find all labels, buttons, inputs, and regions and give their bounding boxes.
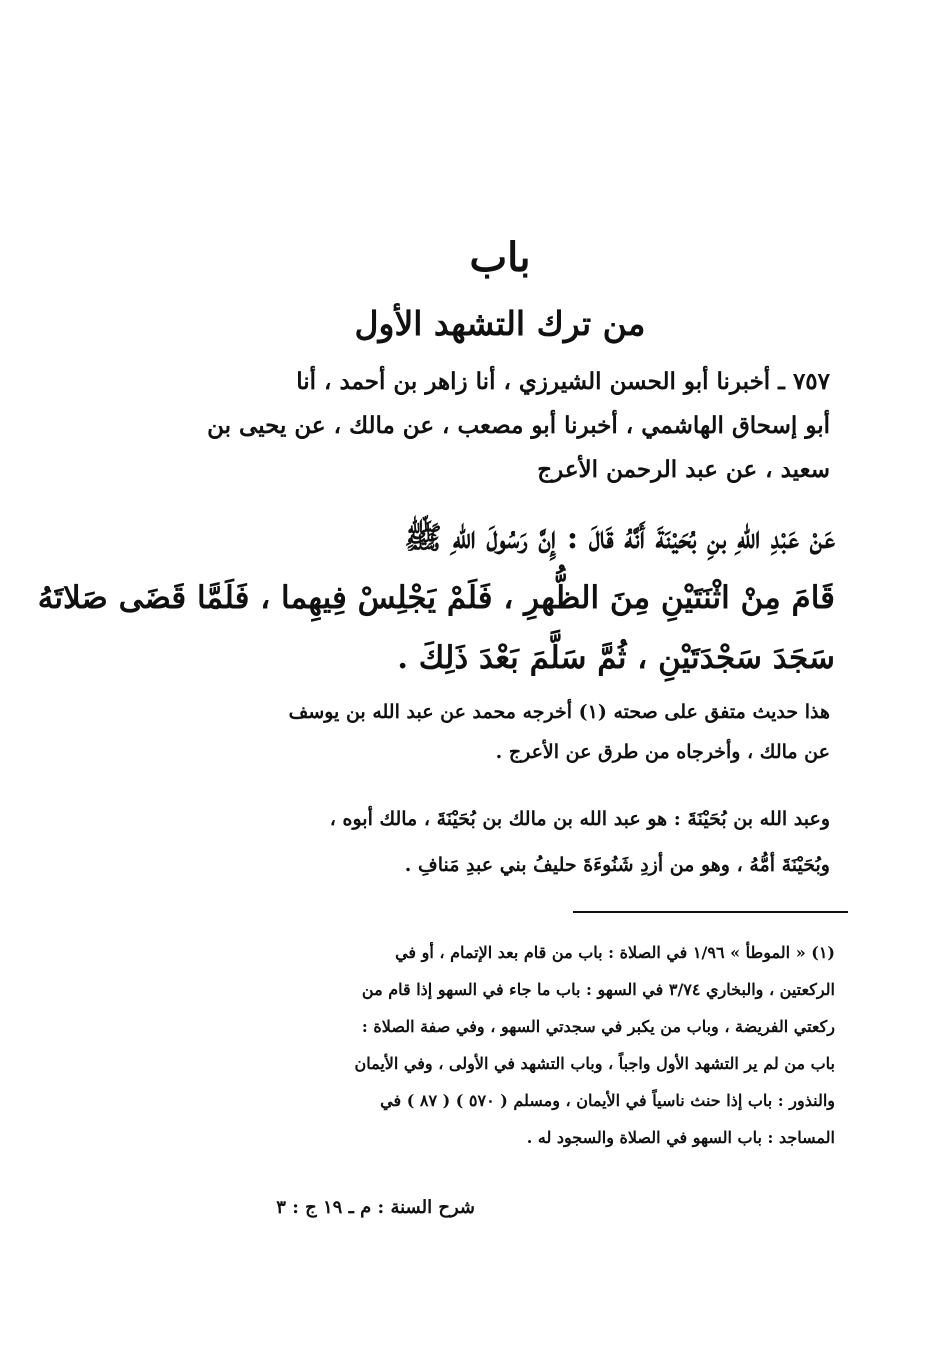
- footnote-line: (١) « الموطأ » ١/٩٦ في الصلاة : باب من قام بعد الإتمام ، أو في: [395, 943, 835, 962]
- hadith-text: [37, 508, 835, 688]
- biography-line: وبُحَيْنَةَ أمُّهُ ، وهو من أزدِ شَنُوءَةَ حليفُ بني عبدِ مَنافِ .: [404, 854, 830, 876]
- isnad-line: ٧٥٧ ـ أخبرنا أبو الحسن الشيرزي ، أنا زاهر بن أحمد ، أنا: [296, 368, 830, 395]
- chapter-title: من ترك التشهد الأول: [354, 304, 646, 343]
- footnote-line: الركعتين ، والبخاري ٣/٧٤ في السهو : باب ما جاء في السهو إذا قام من: [361, 980, 835, 999]
- isnad-line: سعيد ، عن عبد الرحمن الأعرج: [537, 456, 830, 483]
- commentary-paragraph: [170, 692, 830, 772]
- footnote-section: [180, 934, 835, 1156]
- footnote-divider: [573, 911, 848, 913]
- commentary-line: هذا حديث متفق على صحته (١) أخرجه محمد عن عبد الله بن يوسف: [288, 701, 830, 723]
- biography-paragraph: [170, 796, 830, 888]
- commentary-line: عن مالك ، وأخرجاه من طرق عن الأعرج .: [495, 741, 830, 763]
- footnote-line: ركعتي الفريضة ، وباب من يكبر في سجدتي السهو ، وفي صفة الصلاة :: [361, 1017, 835, 1036]
- footnote-line: والنذور : باب إذا حنث ناسياً في الأيمان ، ومسلم ( ٥٧٠ ) ( ٨٧ ) في: [380, 1091, 835, 1110]
- hadith-line: سَجَدَ سَجْدَتَيْنِ ، ثُمَّ سَلَّمَ بَعْدَ ذَلِكَ .: [397, 640, 835, 676]
- hadith-line: عَنْ عَبْدِ اللهِ بنِ بُحَيْنَةَ أَنَّهُ قَالَ : إِنَّ رَسُولَ اللهِ ﷺ: [404, 520, 835, 556]
- footnote-line: المساجد : باب السهو في الصلاة والسجود له .: [526, 1128, 835, 1147]
- isnad-line: أبو إسحاق الهاشمي ، أخبرنا أبو مصعب ، عن مالك ، عن يحيى بن: [207, 412, 830, 439]
- chapter-heading: باب: [469, 234, 531, 281]
- isnad-paragraph: [170, 360, 830, 492]
- footnote-line: باب من لم ير التشهد الأول واجباً ، وباب التشهد في الأولى ، وفي الأيمان: [354, 1054, 835, 1073]
- page-signature-footer: شرح السنة : م ـ ١٩ ج : ٣: [276, 1197, 475, 1218]
- hadith-line: قَامَ مِنْ اثْنَتَيْنِ مِنَ الظُّهرِ ، فَلَمْ يَجْلِسْ فِيهِما ، فَلَمَّا قَضَى صَلاتَهُ: [37, 580, 835, 616]
- biography-line: وعبد الله بن بُحَيْنَةَ : هو عبد الله بن مالك بن بُحَيْنَةَ ، مالك أبوه ،: [329, 808, 830, 830]
